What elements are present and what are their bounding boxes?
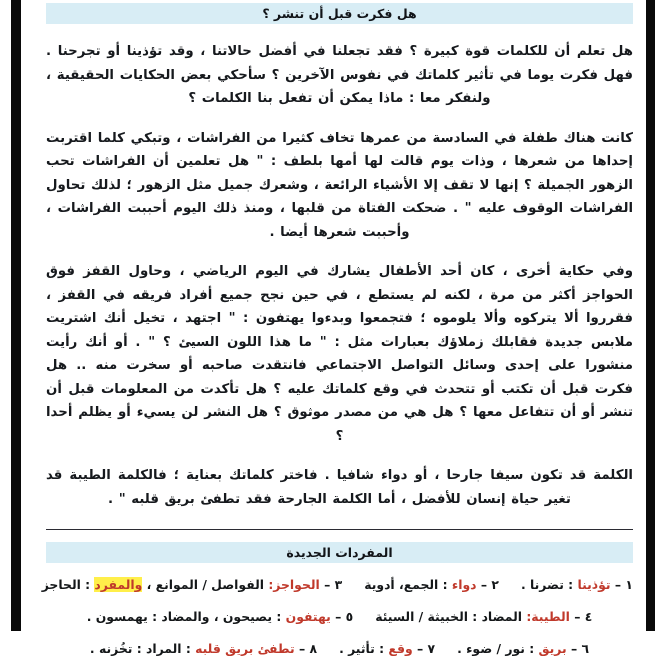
- vocabulary-row-3: [46, 638, 633, 659]
- section-divider: [46, 529, 633, 530]
- vocab-def-4: المضاد : الخبيثة / السيئة: [375, 609, 527, 624]
- vocab-def-3b: : الحاجز: [41, 577, 95, 592]
- paragraph-2: كانت هناك طفلة في السادسة من عمرها تخاف كثيرا من الفراشات ، وتبكي كلما اقتربت إحداها من شعرها ، وذات يوم قالت لها أمها بلطف : " هل تعلمين أن الفراشات تحب الزهور الجميلة ؟ إنها لا تقف إلا الأشياء الرائعة ، وشعرك جميل مثل الزهور ؛ لذلك تحاول الفراشات الوقوف عليه " . ضحكت الفتاة من قلبها ، ومنذ ذلك اليوم أحببت الفراشات ، وأحببت شعرها أيضا .: [45, 130, 633, 240]
- document-page: [21, 0, 646, 656]
- vocabulary-row-2: [46, 606, 633, 627]
- vocab-number-7: ٧ –: [412, 641, 436, 656]
- vocab-term-7: وقع: [388, 641, 413, 656]
- vocab-term-8: تطفئ بريق قلبه: [195, 641, 295, 656]
- paragraph-3: وفي حكاية أخرى ، كان أحد الأطفال يشارك في اليوم الرياضي ، وحاول القفز فوق الحواجز أكثر من مرة ، لكنه لم يستطع ، في حين نجح جميع أفراد فريقه في القفز ، فقرروا ألا يتركوه وألا يلوموه ؛ فتجمعوا وبدءوا يهتفون : " اجتهد ، تخيل أنك اشتريت ملابس جديدة فقابلك زملاؤك بعبارات مثل : " ما هذا اللون السيئ ؟ " . أو أنك رأيت منشورا على إحدى وسائل التواصل الاجتماعي فانتقدت صاحبه أو سخرت منه .. هل فكرت قبل أن تكتب أو تتحدث في وقع كلماتك عليه ؟ هل تأكدت من المعلومات قبل أن تنشر أو أن تتفاعل معها ؟ هل هي من مصدر موثوق ؟ هل النشر لن يسيء أو يظلم أحدا ؟: [46, 264, 633, 444]
- vocab-term-6: بريق: [538, 641, 567, 656]
- vocab-number-6: ٦ –: [566, 641, 590, 656]
- vocab-def-3: الفواصل / الموانع ،: [142, 577, 269, 592]
- vocab-def-2: : الجمع، أدوية: [364, 577, 452, 592]
- scan-gutter-left: [11, 0, 21, 631]
- vocab-def-7: : تأثير .: [339, 641, 389, 656]
- page-content: [41, 0, 633, 659]
- vocab-term-3: الحواجز:: [268, 577, 320, 592]
- paragraph-4: الكلمة قد تكون سيفا جارحا ، أو دواء شافيا . فاختر كلماتك بعناية ؛ فالكلمة الطيبة قد تغير حياة إنسان للأفضل ، أما الكلمة الجارحة فقد تطفئ بريق قلبه " .: [46, 468, 633, 507]
- vocab-def-1: : تضرنا .: [520, 577, 578, 592]
- vocab-term-2: دواء: [451, 577, 477, 592]
- vocab-term-5: يهتفون: [285, 609, 331, 624]
- vocabulary-title-bar: المفردات الجديدة: [46, 542, 633, 563]
- paragraph-1: هل تعلم أن للكلمات قوة كبيرة ؟ فقد تجعلنا في أفضل حالاتنا ، وقد تؤذينا أو تجرحنا . فهل فكرت يوما في تأثير كلماتك في نفوس الآخرين ؟ سأحكي بعض الحكايات الحقيقية ، ولنفكر معا : ماذا يمكن أن تفعل بنا الكلمات ؟: [46, 44, 633, 106]
- vocab-def-8: : المراد : تخُزنه .: [89, 641, 196, 656]
- vocabulary-row-1: [41, 574, 633, 595]
- vocab-term-1: تؤذينا: [577, 577, 611, 592]
- vocab-number-1: ١ –: [610, 577, 633, 592]
- vocab-term-3-highlighted: والمفرد: [94, 577, 143, 592]
- vocab-def-5: : يصيحون ، والمضاد : يهمسون .: [86, 609, 286, 624]
- vocab-number-3: ٣ –: [319, 577, 343, 592]
- vocab-number-8: ٨ –: [294, 641, 318, 656]
- vocab-number-2: ٢ –: [476, 577, 499, 592]
- vocab-number-5: ٥ –: [330, 609, 354, 624]
- vocab-term-4: الطيبة:: [526, 609, 570, 624]
- scan-gutter-right: [646, 0, 655, 631]
- vocab-number-4: ٤ –: [569, 609, 593, 624]
- lesson-title-bar: هل فكرت قبل أن تنشر ؟: [46, 3, 633, 24]
- vocab-def-6: : نور / ضوء .: [457, 641, 539, 656]
